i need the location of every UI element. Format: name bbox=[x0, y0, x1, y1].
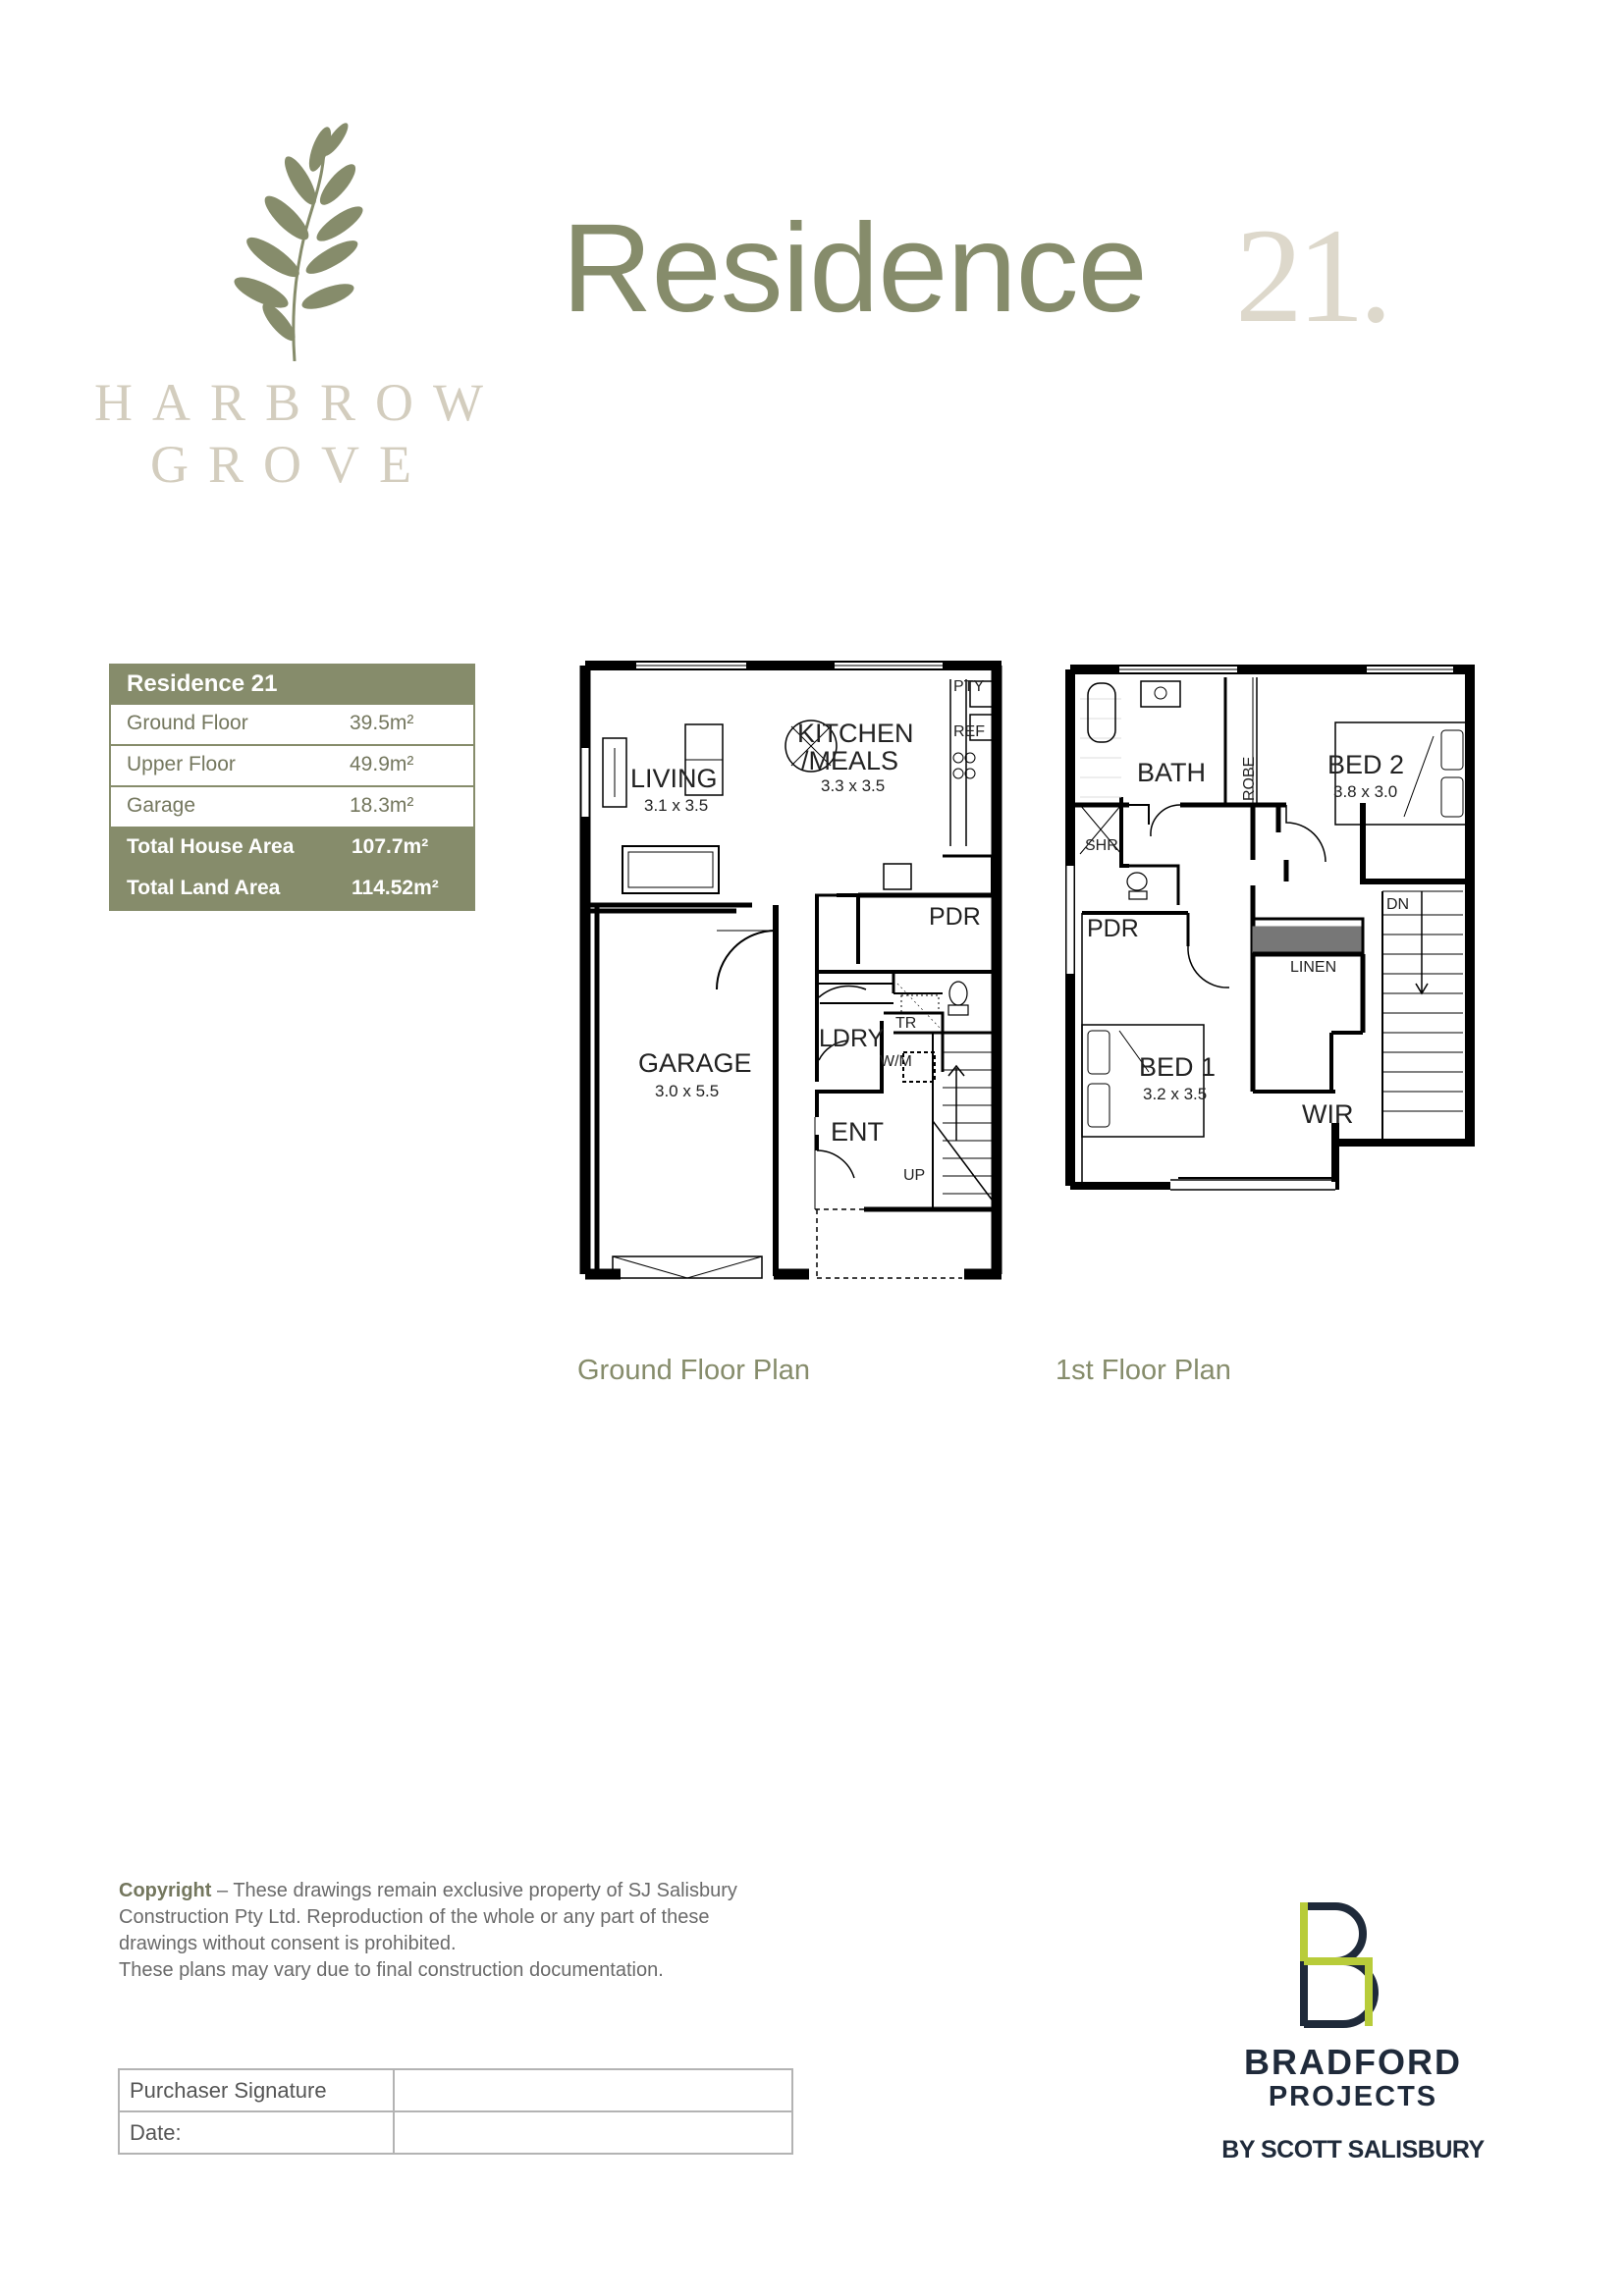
robe-label: ROBE bbox=[1241, 756, 1258, 801]
first-floor-caption: 1st Floor Plan bbox=[1056, 1355, 1231, 1386]
kitchen-label: KITCHEN bbox=[797, 719, 914, 748]
wir-label: WIR bbox=[1302, 1099, 1354, 1129]
table-divider bbox=[393, 2070, 395, 2110]
area-table-title: Residence 21 bbox=[127, 670, 278, 697]
kitchen-size: 3.3 x 3.5 bbox=[821, 776, 886, 795]
purchaser-signature-label: Purchaser Signature bbox=[130, 2078, 327, 2103]
shr-label: SHR bbox=[1085, 837, 1118, 854]
area-label: Total House Area bbox=[127, 835, 295, 858]
purchaser-signature-row bbox=[118, 2068, 793, 2112]
brand-name-line2: GROVE bbox=[150, 435, 431, 494]
area-value: 18.3m² bbox=[350, 794, 414, 817]
area-value: 49.9m² bbox=[350, 753, 414, 775]
ground-floor-plan bbox=[585, 666, 1001, 1278]
garage-label: GARAGE bbox=[638, 1048, 752, 1078]
company-subname: PROJECTS bbox=[1268, 2081, 1438, 2112]
pdr-upper-label: PDR bbox=[1087, 915, 1139, 942]
area-value: 39.5m² bbox=[350, 712, 414, 734]
company-name: BRADFORD bbox=[1244, 2042, 1462, 2082]
ent-label: ENT bbox=[831, 1117, 884, 1147]
bed2-label: BED 2 bbox=[1327, 750, 1405, 779]
area-value: 107.7m² bbox=[352, 835, 429, 858]
date-row bbox=[118, 2112, 793, 2155]
area-label: Ground Floor bbox=[127, 712, 248, 734]
copyright-body: – These drawings remain exclusive property of SJ Salisbury Construction Pty Ltd. Reproduction of the whole or any part of these drawings without consent is prohibited. bbox=[119, 1880, 737, 1954]
leaf-logo-icon bbox=[218, 120, 365, 361]
area-label: Upper Floor bbox=[127, 753, 236, 775]
table-divider bbox=[393, 2112, 395, 2153]
ground-floor-caption: Ground Floor Plan bbox=[577, 1355, 810, 1386]
living-size: 3.1 x 3.5 bbox=[644, 796, 709, 815]
copyright-notice bbox=[119, 1878, 786, 1984]
bed1-label: BED 1 bbox=[1139, 1052, 1217, 1082]
area-row bbox=[109, 705, 475, 746]
area-row bbox=[109, 746, 475, 787]
area-value: 114.52m² bbox=[352, 877, 439, 899]
bath-label: BATH bbox=[1137, 758, 1207, 787]
area-label: Garage bbox=[127, 794, 196, 817]
dn-label: DN bbox=[1386, 896, 1410, 913]
linen-label: LINEN bbox=[1290, 959, 1337, 976]
area-label: Total Land Area bbox=[127, 877, 281, 899]
ldry-label: LDRY bbox=[819, 1025, 885, 1052]
copyright-lead: Copyright bbox=[119, 1880, 212, 1901]
pty-label: PTY bbox=[953, 678, 985, 695]
residence-number: 21. bbox=[1235, 200, 1387, 350]
date-label: Date: bbox=[130, 2120, 182, 2145]
ref-label: REF bbox=[953, 723, 985, 740]
signature-table bbox=[118, 2068, 793, 2155]
living-label: LIVING bbox=[630, 764, 718, 793]
kitchen-label-2: /MEALS bbox=[801, 746, 899, 775]
pdr-label: PDR bbox=[929, 903, 981, 931]
up-label: UP bbox=[903, 1167, 926, 1184]
copyright-note: These plans may vary due to final construction documentation. bbox=[119, 1959, 664, 1981]
bed1-size: 3.2 x 3.5 bbox=[1143, 1085, 1208, 1103]
garage-size: 3.0 x 5.5 bbox=[655, 1082, 720, 1100]
area-table bbox=[109, 664, 475, 911]
floor-plans bbox=[569, 660, 1492, 1288]
brand-name-line1: HARBROW bbox=[94, 373, 504, 432]
area-row bbox=[109, 787, 475, 828]
wm-label: W/M bbox=[880, 1053, 912, 1070]
company-byline: BY SCOTT SALISBURY bbox=[1221, 2136, 1485, 2163]
area-table-heading bbox=[109, 664, 475, 705]
area-row-total bbox=[109, 870, 475, 911]
bed2-size: 3.8 x 3.0 bbox=[1333, 782, 1398, 801]
tr-label: TR bbox=[895, 1015, 917, 1032]
bradford-logo-icon bbox=[1300, 1900, 1398, 2028]
area-row-total bbox=[109, 828, 475, 870]
page-title: Residence bbox=[562, 198, 1147, 339]
